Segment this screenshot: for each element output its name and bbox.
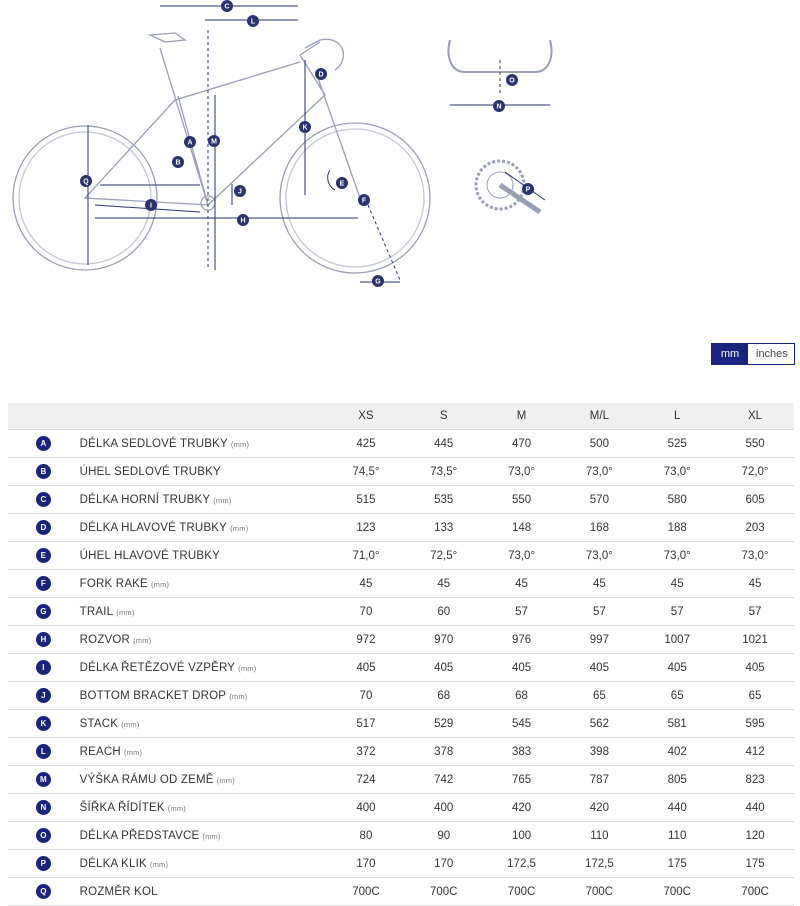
size-header: S	[405, 403, 483, 430]
measurement-unit: (mm)	[238, 663, 257, 673]
measurement-unit: (mm)	[213, 495, 232, 505]
diagram-marker-d	[315, 68, 327, 80]
measurement-value: 400	[405, 794, 483, 822]
letter-badge: Q	[36, 884, 51, 899]
measurement-name	[79, 542, 327, 570]
measurement-unit: (mm)	[229, 691, 248, 701]
letter-badge: C	[36, 492, 51, 507]
size-header: M	[483, 403, 561, 430]
measurement-value: 172,5	[483, 850, 561, 878]
measurement-value: 525	[638, 430, 716, 458]
measurement-value: 70	[327, 598, 405, 626]
measurement-name	[79, 430, 327, 458]
measurement-name	[79, 654, 327, 682]
measurement-value: 72,5°	[405, 542, 483, 570]
table-row	[8, 766, 794, 794]
measurement-value: 170	[405, 850, 483, 878]
letter-cell	[8, 878, 79, 906]
measurement-label: ÚHEL HLAVOVÉ TRUBKY	[79, 549, 221, 562]
measurement-value: 405	[560, 654, 638, 682]
measurement-value: 45	[483, 570, 561, 598]
measurement-value: 742	[405, 766, 483, 794]
table-row	[8, 654, 794, 682]
measurement-value: 517	[327, 710, 405, 738]
table-row	[8, 850, 794, 878]
letter-badge: P	[36, 856, 51, 871]
letter-cell	[8, 738, 79, 766]
diagram-marker-a	[184, 136, 196, 148]
measurement-value: 80	[327, 822, 405, 850]
measurement-value: 700C	[327, 878, 405, 906]
measurement-value: 550	[483, 486, 561, 514]
letter-cell	[8, 822, 79, 850]
measurement-value: 405	[638, 654, 716, 682]
letter-cell	[8, 542, 79, 570]
letter-badge: H	[36, 632, 51, 647]
letter-badge: J	[36, 688, 51, 703]
measurement-name	[79, 710, 327, 738]
measurement-value: 71,0°	[327, 542, 405, 570]
letter-badge: G	[36, 604, 51, 619]
letter-badge: B	[36, 464, 51, 479]
diagram-marker-c	[221, 0, 233, 12]
measurement-label: DÉLKA KLIK	[79, 857, 147, 870]
unit-inches-button[interactable]: inches	[748, 344, 794, 364]
measurement-value: 57	[483, 598, 561, 626]
letter-cell	[8, 458, 79, 486]
measurement-value: 500	[560, 430, 638, 458]
measurement-label: DÉLKA SEDLOVÉ TRUBKY	[79, 437, 228, 450]
svg-text:Q: Q	[83, 178, 89, 186]
measurement-value: 168	[560, 514, 638, 542]
measurement-unit: (mm)	[149, 859, 169, 869]
measurement-value: 700C	[405, 878, 483, 906]
measurement-value: 90	[405, 822, 483, 850]
geometry-table	[8, 403, 794, 906]
svg-text:F: F	[361, 197, 367, 205]
measurement-value: 765	[483, 766, 561, 794]
measurement-unit: (mm)	[216, 775, 235, 785]
table-row	[8, 486, 794, 514]
svg-text:I: I	[150, 202, 152, 210]
measurement-unit: (mm)	[150, 579, 170, 589]
measurement-value: 60	[405, 598, 483, 626]
diagram-marker-i	[145, 199, 157, 211]
measurement-value: 398	[560, 738, 638, 766]
measurement-label: ROZMĚR KOL	[79, 885, 158, 898]
measurement-value: 440	[638, 794, 716, 822]
measurement-value: 110	[560, 822, 638, 850]
measurement-name	[79, 850, 327, 878]
measurement-name	[79, 766, 327, 794]
letter-badge: E	[36, 548, 51, 563]
measurement-value: 997	[560, 626, 638, 654]
measurement-value: 700C	[716, 878, 794, 906]
letter-badge: N	[36, 800, 51, 815]
table-row	[8, 738, 794, 766]
diagram-marker-e	[336, 177, 348, 189]
measurement-value: 405	[483, 654, 561, 682]
svg-text:A: A	[187, 139, 193, 147]
diagram-marker-m	[208, 135, 220, 147]
measurement-label: REACH	[79, 745, 121, 758]
table-row	[8, 458, 794, 486]
measurement-label: STACK	[79, 717, 119, 730]
measurement-value: 1007	[638, 626, 716, 654]
measurement-value: 45	[327, 570, 405, 598]
diagram-marker-p	[522, 183, 534, 195]
measurement-name	[79, 878, 327, 906]
measurement-value: 700C	[638, 878, 716, 906]
measurement-value: 123	[327, 514, 405, 542]
measurement-value: 175	[716, 850, 794, 878]
size-header: M/L	[560, 403, 638, 430]
table-row	[8, 710, 794, 738]
measurement-value: 425	[327, 430, 405, 458]
measurement-unit: (mm)	[133, 635, 152, 645]
measurement-name	[79, 682, 327, 710]
frame-outline	[85, 33, 360, 205]
measurement-value: 68	[405, 682, 483, 710]
size-header: XL	[716, 403, 794, 430]
letter-badge: D	[36, 520, 51, 535]
measurement-value: 580	[638, 486, 716, 514]
measurement-unit: (mm)	[230, 523, 249, 533]
measurement-value: 45	[638, 570, 716, 598]
measurement-value: 73,0°	[716, 542, 794, 570]
measurement-value: 57	[716, 598, 794, 626]
measurement-unit: (mm)	[123, 747, 143, 757]
table-row	[8, 570, 794, 598]
measurement-value: 170	[327, 850, 405, 878]
measurement-value: 100	[483, 822, 561, 850]
measurement-value: 972	[327, 626, 405, 654]
measurement-value: 420	[483, 794, 561, 822]
unit-toggle	[711, 343, 795, 365]
letter-cell	[8, 430, 79, 458]
measurement-name	[79, 738, 327, 766]
table-row	[8, 682, 794, 710]
measurement-value: 823	[716, 766, 794, 794]
letter-cell	[8, 850, 79, 878]
measurement-value: 73,0°	[483, 458, 561, 486]
measurement-value: 400	[327, 794, 405, 822]
measurement-value: 73,0°	[560, 458, 638, 486]
svg-text:L: L	[250, 18, 256, 26]
table-row	[8, 878, 794, 906]
measurement-value: 515	[327, 486, 405, 514]
table-row	[8, 822, 794, 850]
table-row	[8, 598, 794, 626]
measurement-value: 440	[716, 794, 794, 822]
measurement-value: 148	[483, 514, 561, 542]
letter-cell	[8, 626, 79, 654]
letter-cell	[8, 794, 79, 822]
measurement-value: 378	[405, 738, 483, 766]
measurement-value: 787	[560, 766, 638, 794]
measurement-value: 570	[560, 486, 638, 514]
measurement-value: 73,0°	[638, 542, 716, 570]
front-wheel-inner	[286, 129, 424, 267]
measurement-value: 595	[716, 710, 794, 738]
letter-cell	[8, 682, 79, 710]
header-empty	[8, 403, 327, 430]
measurement-value: 420	[560, 794, 638, 822]
diagram-marker-h	[237, 214, 249, 226]
diagram-marker-k	[299, 121, 311, 133]
svg-text:M: M	[211, 138, 217, 146]
measurement-value: 562	[560, 710, 638, 738]
measurement-value: 535	[405, 486, 483, 514]
measurement-unit: (mm)	[116, 607, 135, 617]
measurement-value: 1021	[716, 626, 794, 654]
table-row	[8, 514, 794, 542]
measurement-value: 175	[638, 850, 716, 878]
front-wheel	[280, 123, 430, 273]
measurement-value: 700C	[560, 878, 638, 906]
measurement-value: 976	[483, 626, 561, 654]
measurement-name	[79, 822, 327, 850]
svg-text:N: N	[496, 103, 502, 111]
measurement-value: 412	[716, 738, 794, 766]
measurement-value: 45	[405, 570, 483, 598]
measurement-value: 545	[483, 710, 561, 738]
measurement-value: 73,5°	[405, 458, 483, 486]
svg-text:C: C	[224, 3, 230, 11]
measurement-value: 470	[483, 430, 561, 458]
svg-text:B: B	[175, 159, 181, 167]
measurement-value: 65	[560, 682, 638, 710]
diagram-marker-b	[172, 156, 184, 168]
measurement-value: 73,0°	[483, 542, 561, 570]
measurement-unit: (mm)	[167, 803, 187, 813]
diagram-marker-g	[372, 275, 384, 287]
svg-text:H: H	[240, 217, 246, 225]
measurement-value: 57	[638, 598, 716, 626]
svg-text:J: J	[238, 188, 242, 196]
measurement-label: ROZVOR	[79, 633, 131, 646]
measurement-value: 172,5	[560, 850, 638, 878]
measurement-unit: (mm)	[202, 831, 221, 841]
svg-text:P: P	[525, 186, 531, 194]
letter-cell	[8, 486, 79, 514]
measurement-value: 110	[638, 822, 716, 850]
measurement-name	[79, 570, 327, 598]
handlebar-side	[305, 39, 343, 70]
svg-text:K: K	[302, 124, 308, 132]
letter-badge: O	[36, 828, 51, 843]
diagram-marker-j	[234, 185, 246, 197]
measurement-value: 405	[716, 654, 794, 682]
table-row	[8, 794, 794, 822]
measurement-value: 73,0°	[560, 542, 638, 570]
measurement-name	[79, 486, 327, 514]
measurement-value: 65	[638, 682, 716, 710]
diagram-marker-n	[493, 100, 505, 112]
measurement-unit: (mm)	[230, 439, 250, 449]
diagram-marker-q	[80, 175, 92, 187]
measurement-label: TRAIL	[79, 605, 114, 618]
table-header-row	[8, 403, 794, 430]
measurement-value: 372	[327, 738, 405, 766]
measurement-label: FORK RAKE	[79, 577, 148, 590]
measurement-value: 605	[716, 486, 794, 514]
letter-badge: A	[36, 436, 51, 451]
measurement-name	[79, 514, 327, 542]
size-header: L	[638, 403, 716, 430]
measurement-unit: (mm)	[121, 719, 140, 729]
measurement-value: 724	[327, 766, 405, 794]
measurement-label: ÚHEL SEDLOVÉ TRUBKY	[79, 465, 221, 478]
letter-badge: F	[36, 576, 51, 591]
table-row	[8, 430, 794, 458]
measurement-label: ŠÍŘKA ŘÍDÍTEK	[79, 801, 165, 814]
letter-cell	[8, 570, 79, 598]
measurement-name	[79, 626, 327, 654]
measurement-value: 529	[405, 710, 483, 738]
measurement-value: 383	[483, 738, 561, 766]
svg-text:O: O	[509, 77, 515, 85]
letter-cell	[8, 598, 79, 626]
measurement-value: 65	[716, 682, 794, 710]
letter-badge: L	[36, 744, 51, 759]
measurement-label: DÉLKA PŘEDSTAVCE	[79, 829, 200, 842]
svg-text:G: G	[375, 278, 381, 286]
bike-geometry-diagram	[0, 0, 800, 300]
unit-mm-button[interactable]: mm	[712, 344, 748, 364]
size-header: XS	[327, 403, 405, 430]
measurement-value: 550	[716, 430, 794, 458]
measurement-value: 57	[560, 598, 638, 626]
measurement-value: 405	[405, 654, 483, 682]
measurement-value: 402	[638, 738, 716, 766]
letter-badge: K	[36, 716, 51, 731]
svg-text:E: E	[339, 180, 345, 188]
measurement-value: 133	[405, 514, 483, 542]
measurement-value: 405	[327, 654, 405, 682]
letter-badge: M	[36, 772, 51, 787]
diagram-marker-f	[358, 194, 370, 206]
diagram-marker-l	[247, 15, 259, 27]
measurement-value: 445	[405, 430, 483, 458]
letter-cell	[8, 710, 79, 738]
letter-cell	[8, 514, 79, 542]
measurement-value: 68	[483, 682, 561, 710]
measurement-value: 581	[638, 710, 716, 738]
measurement-name	[79, 794, 327, 822]
letter-cell	[8, 654, 79, 682]
measurement-value: 70	[327, 682, 405, 710]
measurement-value: 74,5°	[327, 458, 405, 486]
measurement-value: 700C	[483, 878, 561, 906]
measurement-value: 45	[716, 570, 794, 598]
table-row	[8, 542, 794, 570]
measurement-value: 120	[716, 822, 794, 850]
measurement-value: 45	[560, 570, 638, 598]
measurement-value: 73,0°	[638, 458, 716, 486]
measurement-label: DÉLKA HORNÍ TRUBKY	[79, 493, 211, 506]
measurement-label: BOTTOM BRACKET DROP	[79, 689, 227, 702]
measurement-label: DÉLKA HLAVOVÉ TRUBKY	[79, 521, 228, 534]
measurement-name	[79, 458, 327, 486]
measurement-name	[79, 598, 327, 626]
table-row	[8, 626, 794, 654]
diagram-marker-o	[506, 74, 518, 86]
svg-text:D: D	[318, 71, 324, 79]
measurement-value: 970	[405, 626, 483, 654]
measurement-label: DÉLKA ŘETĚZOVÉ VZPĚRY	[79, 661, 236, 674]
measurement-value: 72,0°	[716, 458, 794, 486]
measurement-value: 805	[638, 766, 716, 794]
letter-cell	[8, 766, 79, 794]
measurement-value: 188	[638, 514, 716, 542]
measurement-value: 203	[716, 514, 794, 542]
measurement-label: VÝŠKA RÁMU OD ZEMĚ	[79, 773, 214, 786]
letter-badge: I	[36, 660, 51, 675]
